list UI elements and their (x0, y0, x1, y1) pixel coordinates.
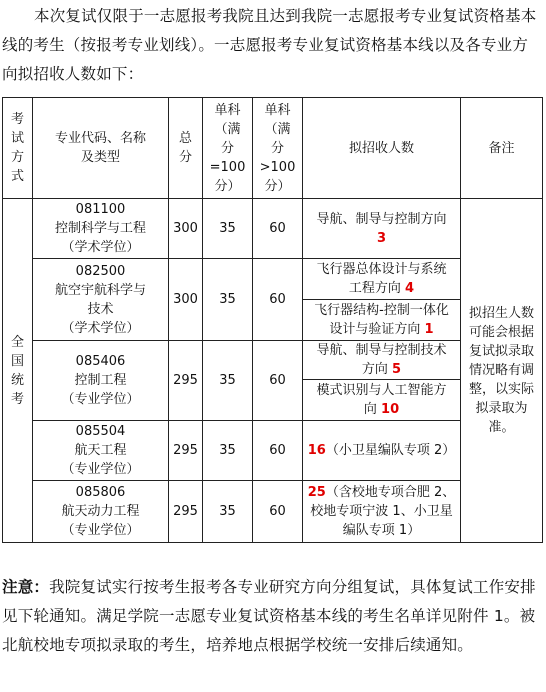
total-score: 300 (169, 199, 203, 259)
major-cell (33, 259, 169, 341)
direction-quota: 5 (392, 362, 402, 377)
major-code: 082500 (75, 263, 126, 279)
direction-cell (303, 199, 461, 259)
single-score-100-plus: 60 (253, 481, 303, 543)
total-score: 295 (169, 481, 203, 543)
note-label: 注意： (2, 578, 50, 596)
major-name: 航天动力工程 (61, 504, 140, 519)
total-score: 295 (169, 341, 203, 421)
direction-text: （含校地专项合肥 2、校地专项宁波 1、小卫星编队专项 1） (310, 485, 456, 538)
direction-text: 模式识别与人工智能方向 (316, 383, 447, 417)
major-name: 航空宇航科学与技术 (54, 282, 146, 317)
direction-cell (303, 341, 461, 380)
direction-text: 飞行器总体设计与系统工程方向 (316, 262, 447, 296)
direction-cell (303, 259, 461, 300)
direction-text: 导航、制导与控制方向 (316, 211, 447, 227)
direction-text: 导航、制导与控制技术方向 (316, 343, 447, 377)
header-major: 专业代码、名称及类型 (33, 98, 169, 199)
total-score: 295 (169, 421, 203, 481)
single-score-100-plus: 60 (253, 259, 303, 341)
direction-cell (303, 380, 461, 421)
major-type: （学术学位） (61, 240, 140, 255)
intro-paragraph: 本次复试仅限于一志愿报考我院且达到我院一志愿报考专业复试资格基本线的考生（按报考专业划线）。一志愿报考专业复试资格基本线以及各专业方向拟招收人数如下： (2, 7, 537, 83)
direction-quota: 10 (381, 402, 400, 417)
header-remark: 备注 (461, 98, 543, 199)
exam-type-cell: 全国统考 (3, 199, 33, 543)
single-score-100: 35 (203, 481, 253, 543)
major-name: 控制科学与工程 (54, 221, 146, 236)
table-row (3, 199, 543, 259)
major-type: （专业学位） (61, 462, 140, 477)
direction-quota: 1 (424, 322, 434, 337)
major-code: 085806 (75, 485, 126, 500)
header-quota: 拟招收人数 (303, 98, 461, 199)
direction-quota: 16 (307, 443, 326, 458)
direction-cell (303, 300, 461, 341)
single-score-100: 35 (203, 421, 253, 481)
major-code: 081100 (75, 202, 126, 217)
major-code: 085504 (75, 424, 126, 439)
total-score: 300 (169, 259, 203, 341)
note-paragraph (2, 573, 542, 660)
single-score-100-plus: 60 (253, 199, 303, 259)
single-score-100: 35 (203, 341, 253, 421)
major-cell (33, 421, 169, 481)
single-score-100: 35 (203, 199, 253, 259)
note-text: 我院复试实行按考生报考各专业研究方向分组复试，具体复试工作安排见下轮通知。满足学院一志愿专业复试资格基本线的考生名单详见附件 1。被北航校地专项拟录取的考生，培养地点根据学校统一安排后续通知。 (2, 578, 536, 654)
direction-cell (303, 421, 461, 481)
direction-text: 飞行器结构-控制一体化设计与验证方向 (314, 303, 449, 337)
major-type: （学术学位） (61, 320, 140, 336)
header-single-100: 单科（满分=100分） (203, 98, 253, 199)
major-cell (33, 481, 169, 543)
header-single-100-plus: 单科（满分>100分） (253, 98, 303, 199)
single-score-100: 35 (203, 259, 253, 341)
major-type: （专业学位） (61, 392, 140, 407)
major-type: （专业学位） (61, 523, 140, 538)
direction-quota: 3 (376, 230, 387, 246)
remark-cell: 拟招生人数可能会根据复试拟录取情况略有调整，以实际拟录取为准。 (461, 199, 543, 543)
major-code: 085406 (75, 354, 126, 369)
major-cell (33, 199, 169, 259)
major-name: 航天工程 (74, 443, 127, 458)
header-exam-type: 考试方式 (3, 98, 33, 199)
direction-quota: 25 (307, 485, 326, 500)
direction-cell (303, 481, 461, 543)
direction-quota: 4 (405, 281, 415, 296)
direction-text: （小卫星编队专项 2） (325, 443, 456, 458)
table-header-row (3, 98, 543, 199)
major-cell (33, 341, 169, 421)
header-total: 总分 (169, 98, 203, 199)
single-score-100-plus: 60 (253, 421, 303, 481)
quota-table (2, 97, 543, 543)
single-score-100-plus: 60 (253, 341, 303, 421)
major-name: 控制工程 (74, 373, 127, 388)
